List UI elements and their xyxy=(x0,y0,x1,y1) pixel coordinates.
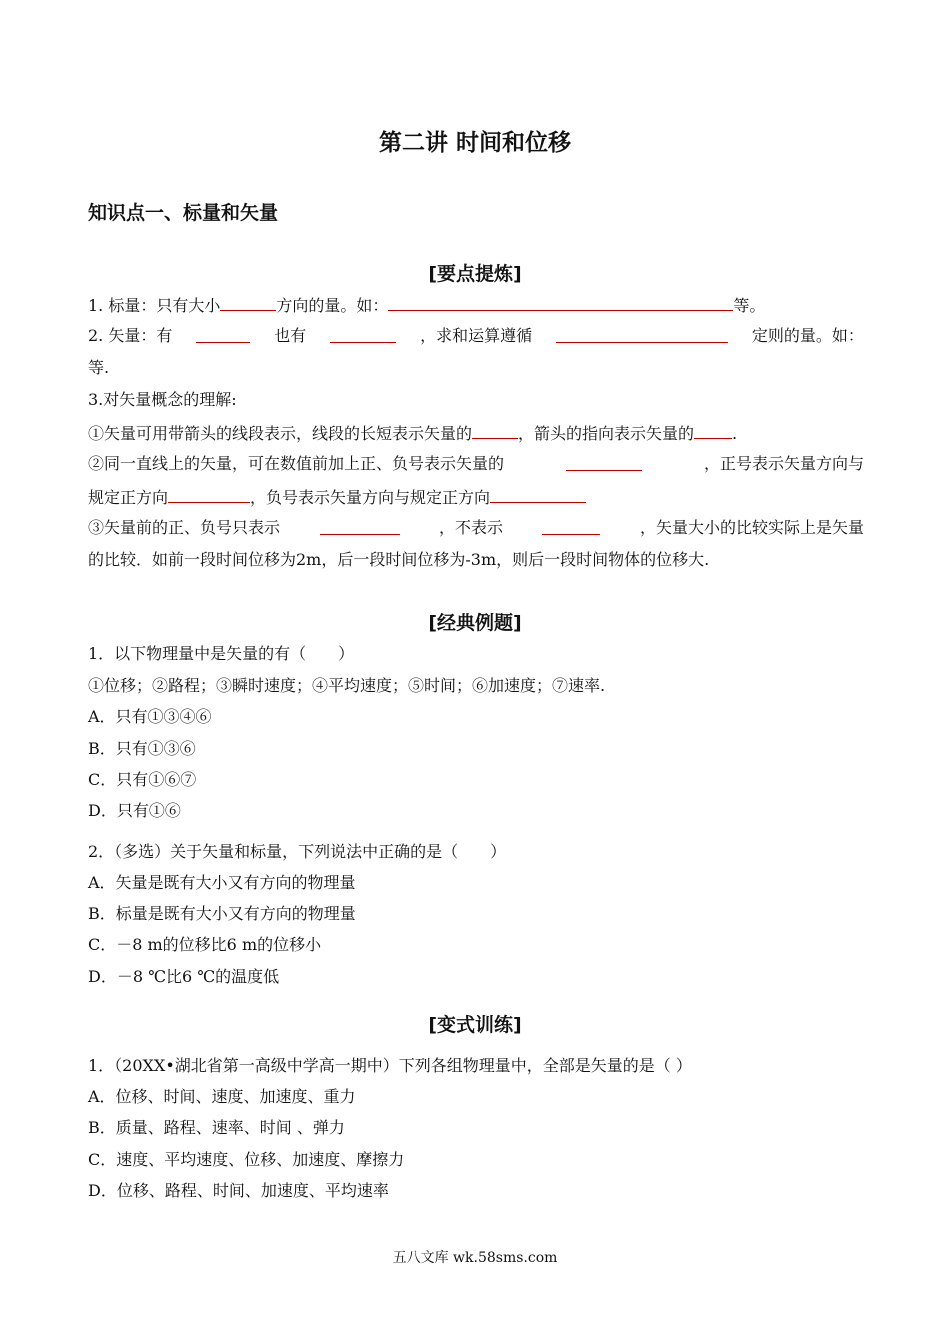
text: ①矢量可用带箭头的线段表示，线段的长短表示矢量的 xyxy=(88,424,473,443)
text: ，负号表示矢量方向与规定正方向 xyxy=(250,488,491,507)
text: 1. 标量：只有大小 xyxy=(88,296,221,315)
variant-1-stem: 1．（20XX•湖北省第一高级中学高一期中）下列各组物理量中，全部是矢量的是（ ） xyxy=(88,1056,692,1075)
key-point-line-6 xyxy=(88,485,864,509)
text: 规定正方向 xyxy=(88,488,169,507)
example-2-option-c[interactable]: C．－8 m的位移比6 m的位移小 xyxy=(88,935,322,954)
text: 等。 xyxy=(733,296,766,315)
example-2-option-a[interactable]: A．矢量是既有大小又有方向的物理量 xyxy=(88,873,356,892)
example-1-option-b[interactable]: B．只有①③⑥ xyxy=(88,739,196,758)
key-point-line-7 xyxy=(88,517,864,539)
variant-1-option-d[interactable]: D．位移、路程、时间、加速度、平均速率 xyxy=(88,1181,389,1200)
key-point-line-2 xyxy=(88,325,864,347)
variant-heading: [变式训练] xyxy=(428,1014,522,1036)
text: ③矢量前的正、负号只表示 xyxy=(88,518,281,537)
key-point-line-4 xyxy=(88,421,864,445)
text: ，箭头的指向表示矢量的 xyxy=(518,424,695,443)
section-heading-knowledge-1: 知识点一、标量和矢量 xyxy=(88,202,279,224)
example-2-option-d[interactable]: D．－8 ℃比6 ℃的温度低 xyxy=(88,967,280,986)
example-1-stem: 1．以下物理量中是矢量的有（ ） xyxy=(88,644,355,663)
text: 定则的量。如： xyxy=(751,326,864,345)
fill-blank[interactable] xyxy=(694,421,732,439)
variant-1-option-c[interactable]: C．速度、平均速度、位移、加速度、摩擦力 xyxy=(88,1150,405,1169)
key-points-heading: [要点提炼] xyxy=(428,263,522,285)
example-2-option-b[interactable]: B．标量是既有大小又有方向的物理量 xyxy=(88,904,356,923)
page-title: 第二讲 时间和位移 xyxy=(378,130,571,156)
fill-blank[interactable] xyxy=(196,325,250,343)
example-1-option-c[interactable]: C．只有①⑥⑦ xyxy=(88,770,197,789)
variant-1-option-a[interactable]: A．位移、时间、速度、加速度、重力 xyxy=(88,1087,356,1106)
key-point-line-1 xyxy=(88,293,864,317)
fill-blank[interactable] xyxy=(490,485,586,503)
text: ②同一直线上的矢量，可在数值前加上正、负号表示矢量的 xyxy=(88,454,505,473)
text: ，求和运算遵循 xyxy=(420,326,533,345)
key-point-line-3: 3.对矢量概念的理解: xyxy=(88,390,237,409)
fill-blank[interactable] xyxy=(220,293,276,311)
page-footer: 五八文库 wk.58sms.com xyxy=(392,1250,558,1266)
key-point-line-5 xyxy=(88,453,864,475)
fill-blank[interactable] xyxy=(388,293,733,311)
text: ，不表示 xyxy=(438,518,503,537)
key-point-line-2-cont: 等. xyxy=(88,358,110,377)
example-1-option-d[interactable]: D．只有①⑥ xyxy=(88,801,181,820)
key-point-line-8: 的比较．如前一段时间位移为2m，后一段时间位移为-3m，则后一段时间物体的位移大. xyxy=(88,550,710,569)
text: ，正号表示矢量方向与 xyxy=(703,454,864,473)
text: 方向的量。如： xyxy=(276,296,389,315)
fill-blank[interactable] xyxy=(330,325,396,343)
fill-blank[interactable] xyxy=(320,517,400,535)
examples-heading: [经典例题] xyxy=(428,612,522,634)
text: 也有 xyxy=(274,326,307,345)
fill-blank[interactable] xyxy=(566,453,642,471)
fill-blank[interactable] xyxy=(542,517,600,535)
variant-1-option-b[interactable]: B．质量、路程、速率、时间 、弹力 xyxy=(88,1118,345,1137)
example-1-items: ①位移；②路程；③瞬时速度；④平均速度；⑤时间；⑥加速度；⑦速率. xyxy=(88,676,606,695)
fill-blank[interactable] xyxy=(168,485,250,503)
text: . xyxy=(732,424,738,443)
example-2-stem: 2．（多选）关于矢量和标量，下列说法中正确的是（ ） xyxy=(88,842,507,861)
fill-blank[interactable] xyxy=(556,325,728,343)
text: 2. 矢量：有 xyxy=(88,326,173,345)
example-1-option-a[interactable]: A．只有①③④⑥ xyxy=(88,707,212,726)
fill-blank[interactable] xyxy=(472,421,518,439)
text: ，矢量大小的比较实际上是矢量 xyxy=(639,518,864,537)
